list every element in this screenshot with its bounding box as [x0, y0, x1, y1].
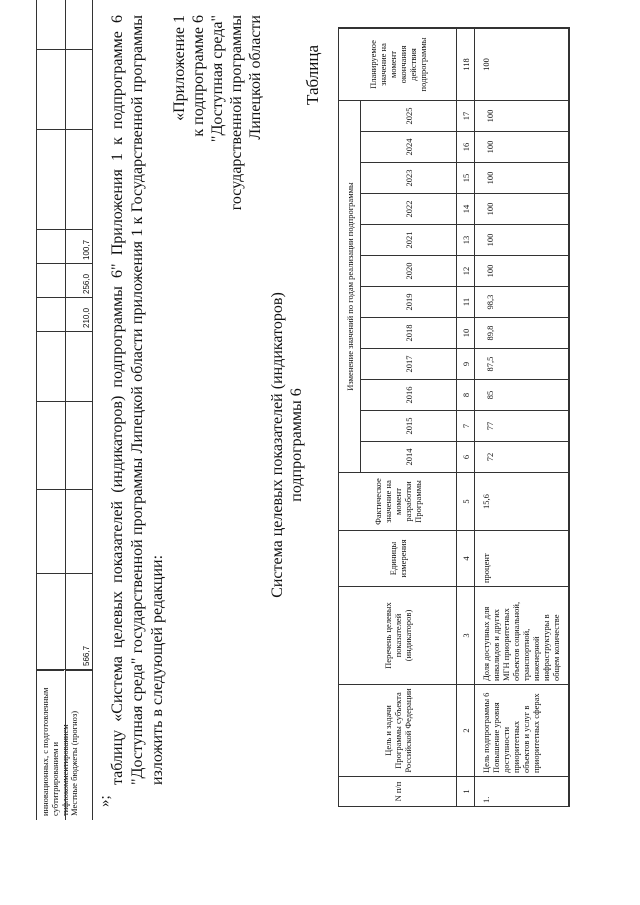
- row-goal: Цель подпрограммы 6 Повышение уровня доступности приоритетных объектов и услуг в приоритетных сферах: [475, 684, 569, 776]
- column-number: 13: [457, 224, 475, 255]
- amendment-paragraph: таблицу «Система целевых показателей (индикаторов) подпрограммы 6" Приложения 1 к подпрограмме 6 "Доступная среда" государственной программы Липецкой области приложения 1 к Государственной программы изложить в следующей редакции:: [109, 15, 166, 785]
- column-number: 17: [457, 100, 475, 131]
- column-number: 3: [457, 586, 475, 684]
- indicators-table: [338, 27, 570, 807]
- year-value: 98,3: [475, 286, 569, 317]
- funding-value: 210,0: [82, 307, 91, 328]
- year-value: 100: [475, 193, 569, 224]
- header-goal: Цель и задачи Программы субъекта Российской Федерации: [339, 684, 457, 776]
- column-number: 5: [457, 472, 475, 530]
- year-value: 72: [475, 441, 569, 472]
- header-year: 2014: [361, 441, 457, 472]
- column-number: 8: [457, 379, 475, 410]
- table-title-line: Система целевых показателей (индикаторов): [269, 292, 286, 598]
- header-year: 2019: [361, 286, 457, 317]
- column-number: 12: [457, 255, 475, 286]
- appendix-line: Липецкой области: [247, 15, 264, 140]
- year-value: 85: [475, 379, 569, 410]
- header-year: 2023: [361, 162, 457, 193]
- year-value: 77: [475, 410, 569, 441]
- year-value: 87,5: [475, 348, 569, 379]
- row-planned: 100: [475, 28, 569, 100]
- funding-value: 100,7: [82, 239, 91, 260]
- header-year: 2024: [361, 131, 457, 162]
- header-year: 2025: [361, 100, 457, 131]
- column-number: 4: [457, 530, 475, 586]
- funding-table-fragment: [36, 0, 93, 820]
- header-unit: Единицы измерения: [339, 530, 457, 586]
- column-number: 118: [457, 28, 475, 100]
- column-number: 11: [457, 286, 475, 317]
- header-change: Изменение значений по годам реализации подпрограммы: [339, 100, 361, 472]
- header-planned: Планируемое значение на момент окончания действия подпрограммы: [339, 28, 457, 100]
- row-fact: 15,6: [475, 472, 569, 530]
- header-year: 2022: [361, 193, 457, 224]
- quote-close: »;: [97, 795, 113, 807]
- row-indicator: Доля доступных для инвалидов и других МГН приоритетных объектов социальной, транспортной, инженерной инфраструктуры в общем количестве: [475, 586, 569, 684]
- header-year: 2016: [361, 379, 457, 410]
- funding-row-local-budgets: [65, 0, 93, 820]
- table-title-line: подпрограммы 6: [288, 388, 305, 502]
- year-value: 100: [475, 100, 569, 131]
- header-year: 2017: [361, 348, 457, 379]
- header-year: 2021: [361, 224, 457, 255]
- header-year: 2020: [361, 255, 457, 286]
- column-number: 7: [457, 410, 475, 441]
- column-number: 1: [457, 776, 475, 806]
- appendix-line: государственной программы: [228, 15, 245, 211]
- header-year: 2018: [361, 317, 457, 348]
- column-number: 14: [457, 193, 475, 224]
- column-number: 2: [457, 684, 475, 776]
- header-fact: Фактическое значение на момент разработки Программы: [339, 472, 457, 530]
- header-num: N п/п: [339, 776, 457, 806]
- year-value: 89,8: [475, 317, 569, 348]
- row-unit: процент: [475, 530, 569, 586]
- appendix-line: "Доступная среда": [209, 15, 226, 143]
- column-number: 9: [457, 348, 475, 379]
- funding-value: 256,0: [82, 273, 91, 294]
- row-num: 1.: [475, 776, 569, 806]
- column-number: 16: [457, 131, 475, 162]
- header-year: 2015: [361, 410, 457, 441]
- column-number: 10: [457, 317, 475, 348]
- appendix-line: «Приложение 1: [171, 15, 188, 121]
- table-caption: Таблица: [303, 45, 322, 105]
- appendix-line: к подпрограмме 6: [190, 15, 207, 137]
- year-value: 100: [475, 255, 569, 286]
- year-value: 100: [475, 162, 569, 193]
- column-number: 6: [457, 441, 475, 472]
- header-indicators: Перечень целевых показателей (индикаторов): [339, 586, 457, 684]
- year-value: 100: [475, 131, 569, 162]
- funding-row-label: инновационных, с подготовленным субтитрированием и тифлокомментированием: [37, 670, 64, 820]
- table-title: [268, 275, 306, 615]
- funding-value: 566,7: [82, 645, 91, 666]
- appendix-heading: [170, 15, 265, 210]
- funding-row-innovation: [37, 0, 70, 820]
- year-value: 100: [475, 224, 569, 255]
- column-number: 15: [457, 162, 475, 193]
- funding-row-label: Местные бюджеты (прогноз): [66, 670, 93, 820]
